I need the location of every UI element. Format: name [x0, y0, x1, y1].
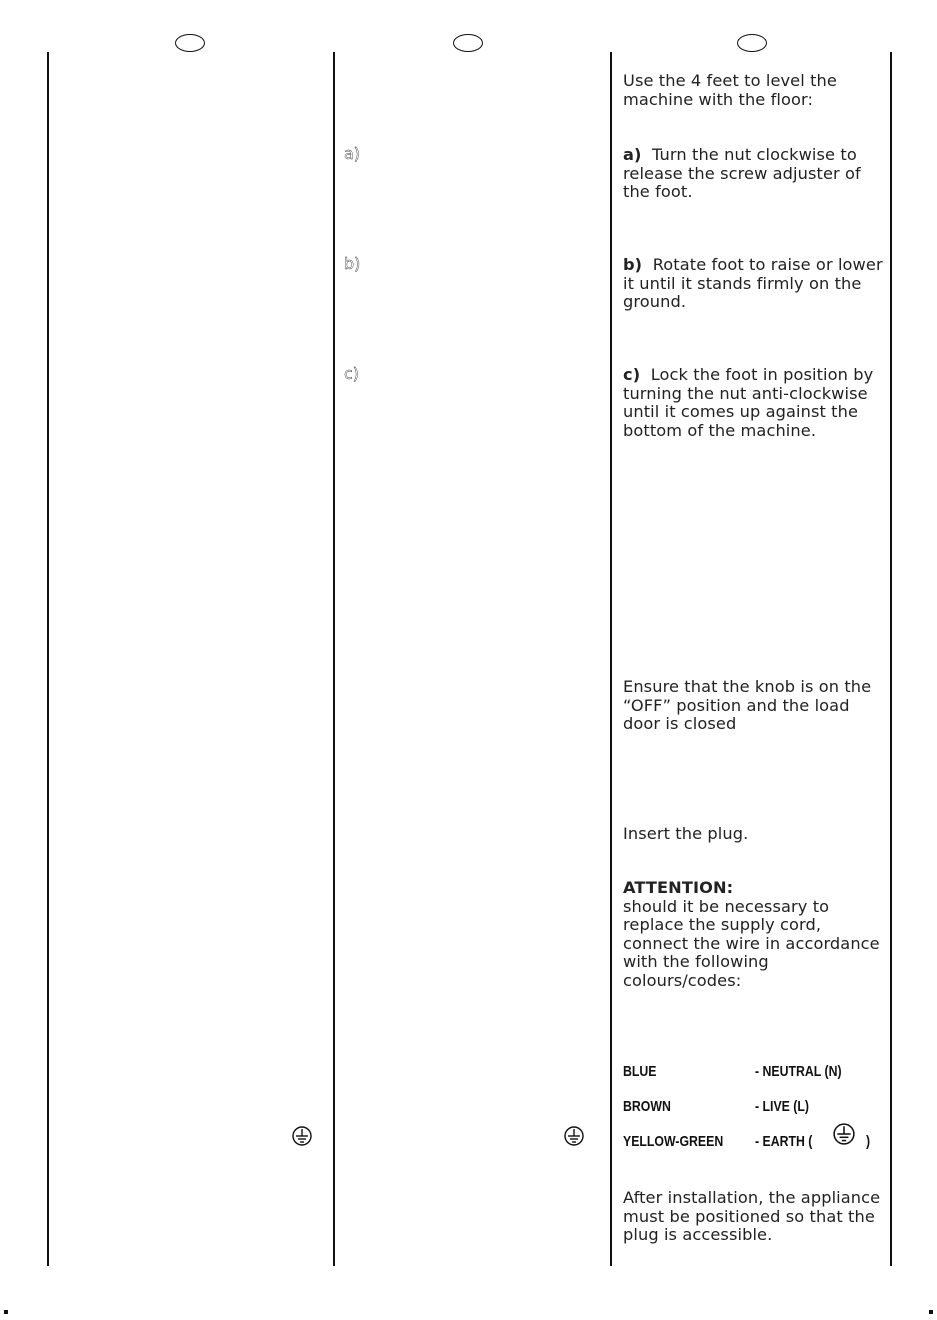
step-b-text: Rotate foot to raise or lower it until it stands firmly on the ground. [623, 255, 883, 311]
wire-colour-blue: BLUE [623, 1063, 657, 1080]
step-b [623, 256, 885, 312]
wire-code-live: - LIVE (L) [755, 1098, 809, 1115]
language-badge-right [737, 34, 767, 52]
crop-mark-left [4, 1310, 8, 1314]
column-divider-4 [890, 52, 892, 1266]
step-c-text: Lock the foot in position by turning the nut anti-clockwise until it comes up against the bottom of the machine. [623, 365, 874, 440]
wire-code-earth: - EARTH ( [755, 1133, 813, 1150]
wire-code-neutral: - NEUTRAL (N) [755, 1063, 842, 1080]
language-badge-middle [453, 34, 483, 52]
step-marker-b-middle: b) [344, 254, 361, 273]
wire-code-earth-close: ) [866, 1133, 871, 1150]
earth-symbol-icon [833, 1123, 855, 1145]
column-divider-2 [333, 52, 335, 1266]
earth-symbol-icon [564, 1126, 584, 1146]
step-a-marker: a) [623, 145, 642, 164]
wire-colour-brown: BROWN [623, 1098, 671, 1115]
earth-symbol-icon [292, 1126, 312, 1146]
step-a [623, 146, 885, 202]
language-badge-left [175, 34, 205, 52]
plug-text: Insert the plug. [623, 824, 749, 843]
step-c-marker: c) [623, 365, 641, 384]
crop-mark-right [929, 1310, 933, 1314]
step-marker-c-middle: c) [344, 364, 360, 383]
attention-text: should it be necessary to replace the supply cord, connect the wire in accordance with the following colours/codes: [623, 896, 880, 990]
intro-text: Use the 4 feet to level the machine with the floor: [623, 71, 837, 109]
attention-block [623, 879, 885, 990]
column-divider-1 [47, 52, 49, 1266]
column-divider-3 [610, 52, 612, 1266]
attention-title: ATTENTION: [623, 878, 734, 897]
step-c [623, 366, 885, 440]
after-installation-text: After installation, the appliance must be positioned so that the plug is accessible. [623, 1188, 881, 1244]
step-marker-a-middle: a) [344, 144, 361, 163]
step-b-marker: b) [623, 255, 643, 274]
step-a-text: Turn the nut clockwise to release the screw adjuster of the foot. [623, 145, 861, 201]
knob-notice: Ensure that the knob is on the “OFF” position and the load door is closed [623, 677, 872, 733]
wire-colour-yellow-green: YELLOW-GREEN [623, 1133, 724, 1150]
